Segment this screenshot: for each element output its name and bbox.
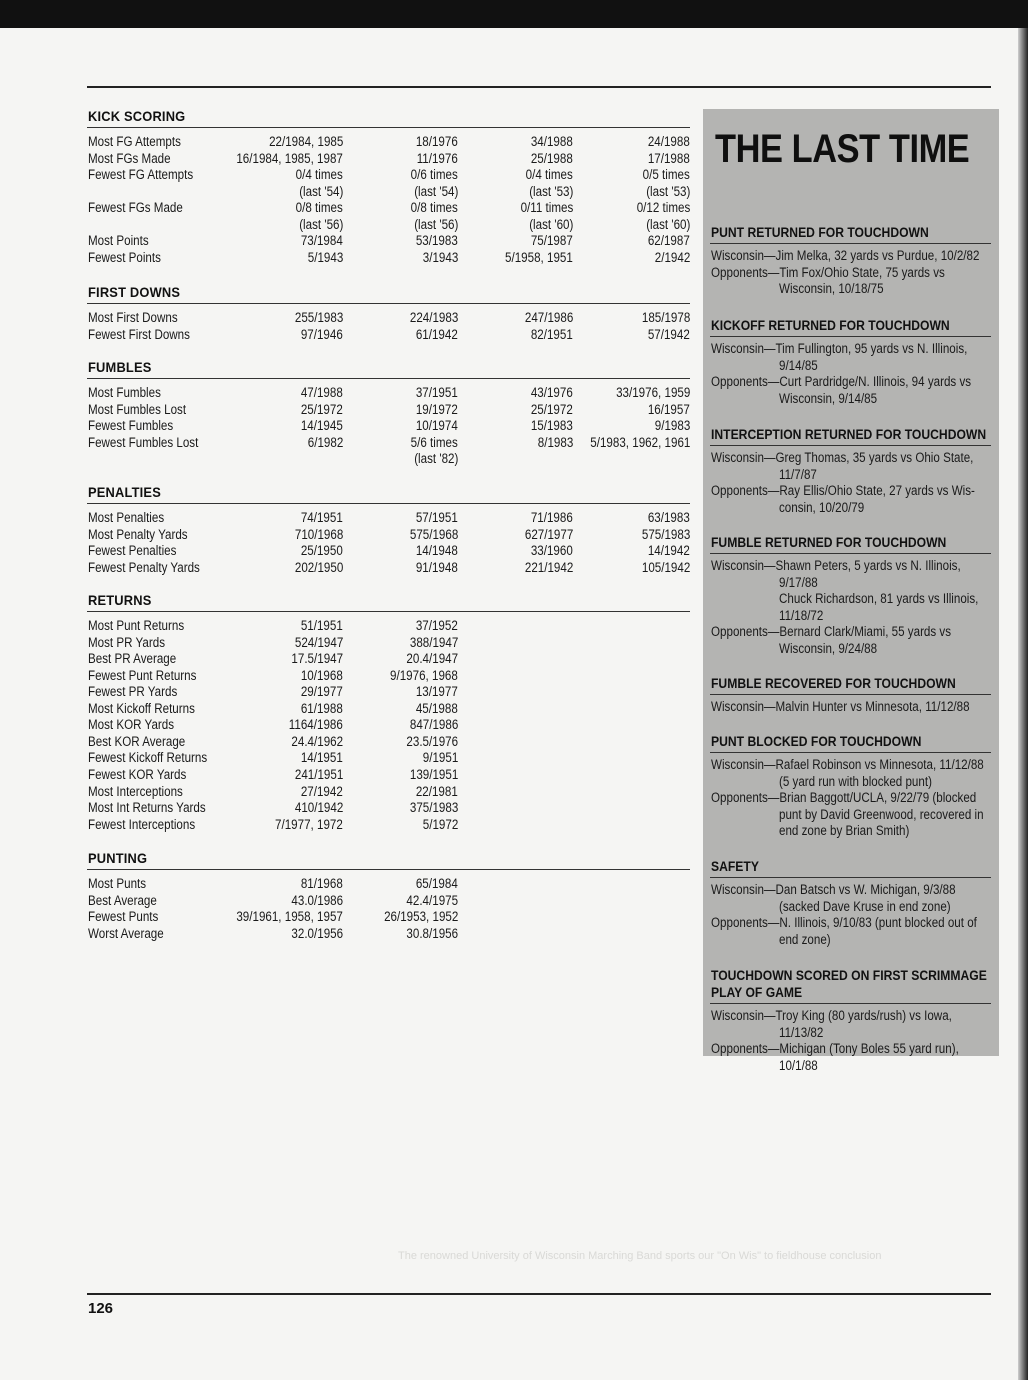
section-heading: FIRST DOWNS (88, 284, 181, 300)
sidebar-heading: TOUCHDOWN SCORED ON FIRST SCRIMMAGE (711, 968, 987, 983)
record-value: (last '56) (413, 216, 458, 232)
section-rule (87, 503, 690, 504)
record-value: 42.4/1975 (406, 892, 458, 908)
record-value: 5/6 times (410, 434, 458, 450)
record-value: 847/1986 (409, 717, 458, 733)
sidebar-rule (710, 1003, 991, 1004)
record-value: 18/1976 (416, 134, 458, 149)
record-value: 57/1942 (648, 326, 690, 342)
record-value: 0/12 times (636, 200, 690, 216)
record-row (88, 800, 690, 817)
sidebar-entry: Wisconsin—Dan Batsch vs W. Michigan, 9/3/88 (711, 882, 956, 897)
sidebar-entry: Opponents—N. Illinois, 9/10/83 (punt blocked out of (711, 915, 977, 930)
record-row (88, 200, 690, 217)
sidebar-entry: Wisconsin—Malvin Hunter vs Minnesota, 11/12/88 (711, 699, 970, 714)
record-row (88, 151, 690, 168)
record-value: 53/1983 (416, 233, 458, 249)
record-row (88, 435, 690, 452)
record-value: 63/1983 (648, 510, 690, 525)
record-value: 61/1988 (301, 700, 343, 716)
record-label: Most Int Returns Yards (88, 800, 206, 816)
section-heading: PUNTING (88, 850, 148, 866)
record-value: 0/8 times (295, 200, 343, 216)
record-row (88, 734, 690, 751)
record-value: 2/1942 (654, 249, 690, 265)
sidebar-entry: (sacked Dave Kruse in end zone) (779, 898, 951, 914)
record-row (88, 451, 690, 468)
record-row (88, 651, 690, 668)
record-label: Most Interceptions (88, 783, 183, 799)
record-value: 25/1950 (301, 543, 343, 559)
record-value: 710/1968 (294, 526, 343, 542)
record-label: Fewest FG Attempts (88, 167, 194, 183)
record-value: 24/1988 (648, 134, 690, 149)
record-value: 375/1983 (409, 800, 458, 816)
record-value: 29/1977 (301, 684, 343, 700)
sidebar-entry: (5 yard run with blocked punt) (779, 773, 932, 789)
record-row (88, 385, 690, 402)
record-label: Fewest Fumbles Lost (88, 434, 199, 450)
record-value: (last '82) (413, 451, 458, 467)
sidebar-title: THE LAST TIME (715, 127, 970, 171)
sidebar-entry: punt by David Greenwood, recovered in (779, 806, 984, 822)
record-value: (last '53) (645, 183, 690, 199)
record-row (88, 418, 690, 435)
sidebar-rule (710, 694, 991, 695)
record-value: 24.4/1962 (291, 733, 343, 749)
sidebar-entry: 10/1/88 (779, 1057, 818, 1073)
record-value: 575/1983 (641, 526, 690, 542)
record-label: Fewest KOR Yards (88, 766, 187, 782)
record-label: Most Penalties (88, 510, 165, 525)
record-value: 7/1977, 1972 (275, 816, 343, 832)
bottom-rule (87, 1293, 991, 1295)
record-label: Most FGs Made (88, 150, 171, 166)
record-value: 5/1943 (307, 249, 343, 265)
section-rule (87, 303, 690, 304)
record-value: 221/1942 (524, 559, 573, 575)
record-value: 23.5/1976 (406, 733, 458, 749)
record-value: 22/1981 (416, 783, 458, 799)
record-value: 25/1988 (531, 150, 573, 166)
sidebar-entry: end zone) (779, 931, 831, 947)
record-label: Fewest Points (88, 249, 161, 265)
record-value: 57/1951 (416, 510, 458, 525)
record-label: Best PR Average (88, 651, 177, 667)
record-value: 47/1988 (301, 385, 343, 400)
sidebar-entry: 11/18/72 (779, 607, 824, 623)
sidebar-entry: Opponents—Brian Baggott/UCLA, 9/22/79 (blocked (711, 790, 977, 805)
sidebar-rule (710, 336, 991, 337)
record-row (88, 233, 690, 250)
section-rule (87, 611, 690, 612)
record-value: 410/1942 (294, 800, 343, 816)
record-value: (last '60) (645, 216, 690, 232)
record-value: 16/1984, 1985, 1987 (236, 150, 343, 166)
record-row (88, 767, 690, 784)
record-row (88, 784, 690, 801)
record-row (88, 527, 690, 544)
page-number: 126 (88, 1300, 114, 1317)
record-label: Most Punt Returns (88, 618, 185, 633)
record-row (88, 184, 690, 201)
record-value: 247/1986 (524, 310, 573, 325)
record-value: 43/1976 (531, 385, 573, 400)
record-value: 62/1987 (648, 233, 690, 249)
sidebar-rule (710, 553, 991, 554)
record-value: 34/1988 (531, 134, 573, 149)
record-row (88, 817, 690, 834)
record-label: Fewest Kickoff Returns (88, 750, 208, 766)
record-label: Most Fumbles (88, 385, 161, 400)
record-value: 74/1951 (301, 510, 343, 525)
sidebar-entry: 9/14/85 (779, 357, 818, 373)
sidebar-entry: Opponents—Tim Fox/Ohio State, 75 yards vs (711, 264, 945, 280)
record-value: 17/1988 (648, 150, 690, 166)
record-value: 10/1974 (416, 418, 458, 434)
record-value: 0/4 times (525, 167, 573, 183)
record-value: 224/1983 (409, 310, 458, 325)
record-value: 19/1972 (416, 401, 458, 417)
record-label: Most First Downs (88, 310, 178, 325)
sidebar-entry: Wisconsin—Shawn Peters, 5 yards vs N. Illinois, (711, 558, 961, 573)
record-label: Most Fumbles Lost (88, 401, 187, 417)
record-row (88, 876, 690, 893)
record-row (88, 909, 690, 926)
photo-caption: The renowned University of Wisconsin Marching Band sports our "On Wis" to fieldhouse conclusion (398, 1250, 882, 1262)
record-value: 45/1988 (416, 700, 458, 716)
record-value: 75/1987 (531, 233, 573, 249)
sidebar-entry: Chuck Richardson, 81 yards vs Illinois, (779, 591, 979, 606)
top-rule (87, 86, 991, 88)
sidebar-entry: Opponents—Michigan (Tony Boles 55 yard run), (711, 1041, 959, 1056)
section-rule (87, 127, 690, 128)
record-value: 241/1951 (294, 766, 343, 782)
record-row (88, 134, 690, 151)
record-label: Fewest Fumbles (88, 418, 174, 434)
record-row (88, 167, 690, 184)
sidebar-entry: Wisconsin, 9/14/85 (779, 390, 878, 406)
sidebar-rule (710, 752, 991, 753)
record-value: 0/6 times (410, 167, 458, 183)
record-value: 14/1948 (416, 543, 458, 559)
sidebar-entry: Wisconsin—Greg Thomas, 35 yards vs Ohio State, (711, 450, 974, 465)
record-label: Fewest Penalties (88, 543, 177, 559)
record-value: 9/1976, 1968 (390, 667, 458, 683)
record-value: 43.0/1986 (291, 892, 343, 908)
record-label: Fewest Punt Returns (88, 667, 197, 683)
record-value: 22/1984, 1985 (268, 134, 343, 149)
last-time-sidebar (703, 109, 999, 1073)
record-row (88, 217, 690, 234)
sidebar-entry: consin, 10/20/79 (779, 499, 865, 515)
record-value: 105/1942 (641, 559, 690, 575)
record-label: Fewest First Downs (88, 326, 190, 342)
record-label: Most FG Attempts (88, 134, 181, 149)
section-rule (87, 869, 690, 870)
record-label: Fewest Interceptions (88, 816, 196, 832)
record-value: 33/1976, 1959 (615, 385, 690, 400)
record-value: (last '54) (413, 183, 458, 199)
sidebar-heading: SAFETY (711, 859, 759, 874)
record-value: 91/1948 (416, 559, 458, 575)
sidebar-rule (710, 877, 991, 878)
record-value: 27/1942 (301, 783, 343, 799)
record-label: Fewest PR Yards (88, 684, 178, 700)
record-value: 30.8/1956 (406, 925, 458, 941)
record-value: 139/1951 (409, 766, 458, 782)
record-label: Most KOR Yards (88, 717, 175, 733)
record-value: 6/1982 (307, 434, 343, 450)
record-value: 25/1972 (301, 401, 343, 417)
record-value: 11/1976 (416, 150, 458, 166)
record-value: 33/1960 (531, 543, 573, 559)
record-value: 17.5/1947 (291, 651, 343, 667)
record-value: 32.0/1956 (291, 925, 343, 941)
record-value: 8/1983 (537, 434, 573, 450)
section-rule (87, 378, 690, 379)
record-row (88, 250, 690, 267)
record-value: 61/1942 (416, 326, 458, 342)
sidebar-entry: Opponents—Bernard Clark/Miami, 55 yards vs (711, 624, 952, 639)
sidebar-entry: Wisconsin—Jim Melka, 32 yards vs Purdue, 10/2/82 (711, 248, 980, 263)
record-value: 37/1951 (416, 385, 458, 400)
sidebar-heading: PLAY OF GAME (711, 985, 803, 1000)
record-label: Most Kickoff Returns (88, 700, 195, 716)
record-value: 255/1983 (294, 310, 343, 325)
record-value: 97/1946 (301, 326, 343, 342)
record-value: 10/1968 (301, 667, 343, 683)
record-value: (last '56) (298, 216, 343, 232)
sidebar-entry: end zone by Brian Smith) (779, 823, 910, 838)
record-value: 9/1951 (422, 750, 458, 766)
sidebar-entry: Wisconsin—Tim Fullington, 95 yards vs N. Illinois, (711, 341, 968, 356)
record-row (88, 750, 690, 767)
record-value: 73/1984 (301, 233, 343, 249)
record-value: 39/1961, 1958, 1957 (236, 909, 343, 925)
record-value: 14/1942 (648, 543, 690, 559)
record-value: (last '60) (528, 216, 573, 232)
record-label: Fewest FGs Made (88, 200, 183, 216)
sidebar-heading: KICKOFF RETURNED FOR TOUCHDOWN (711, 318, 950, 333)
sidebar-rule (710, 243, 991, 244)
record-value: 5/1972 (422, 816, 458, 832)
record-row (88, 618, 690, 635)
record-value: 1164/1986 (288, 717, 343, 733)
sidebar-heading: PUNT RETURNED FOR TOUCHDOWN (711, 225, 929, 240)
record-value: 575/1968 (409, 526, 458, 542)
record-row (88, 684, 690, 701)
record-value: 627/1977 (524, 526, 573, 542)
record-label: Most Points (88, 233, 149, 249)
record-value: 0/8 times (410, 200, 458, 216)
record-value: 71/1986 (531, 510, 573, 525)
record-value: 185/1978 (641, 310, 690, 325)
record-value: 388/1947 (409, 634, 458, 650)
record-value: 13/1977 (416, 684, 458, 700)
record-row (88, 543, 690, 560)
sidebar-entry: 9/17/88 (779, 574, 818, 590)
record-value: 81/1968 (301, 876, 343, 891)
section-heading: RETURNS (88, 592, 152, 608)
record-value: 15/1983 (531, 418, 573, 434)
record-value: 65/1984 (416, 876, 458, 891)
record-value: 25/1972 (531, 401, 573, 417)
sidebar-heading: FUMBLE RETURNED FOR TOUCHDOWN (711, 535, 947, 550)
sidebar-entry: 11/7/87 (779, 466, 817, 482)
record-label: Best KOR Average (88, 733, 186, 749)
record-value: 0/11 times (520, 200, 573, 216)
record-value: 3/1943 (422, 249, 458, 265)
sidebar-entry: Wisconsin—Troy King (80 yards/rush) vs Iowa, (711, 1008, 952, 1023)
record-row (88, 926, 690, 943)
record-row (88, 510, 690, 527)
record-label: Worst Average (88, 925, 164, 941)
record-value: 16/1957 (648, 401, 690, 417)
record-value: 524/1947 (294, 634, 343, 650)
record-row (88, 560, 690, 577)
record-value: (last '54) (298, 183, 343, 199)
sidebar-heading: PUNT BLOCKED FOR TOUCHDOWN (711, 734, 922, 749)
sidebar-heading: FUMBLE RECOVERED FOR TOUCHDOWN (711, 676, 956, 691)
record-value: 202/1950 (294, 559, 343, 575)
record-label: Fewest Penalty Yards (88, 559, 200, 575)
record-value: 14/1951 (301, 750, 343, 766)
sidebar-entry: Wisconsin—Rafael Robinson vs Minnesota, 11/12/88 (711, 757, 984, 772)
record-row (88, 310, 690, 327)
record-label: Fewest Punts (88, 909, 159, 925)
sidebar-entry: Wisconsin, 9/24/88 (779, 640, 878, 656)
record-value: 51/1951 (301, 618, 343, 633)
document-page (0, 28, 1018, 1380)
record-value: 82/1951 (531, 326, 573, 342)
record-row (88, 327, 690, 344)
section-heading: PENALTIES (88, 484, 161, 500)
record-row (88, 668, 690, 685)
record-row (88, 402, 690, 419)
record-value: 0/5 times (642, 167, 690, 183)
record-label: Best Average (88, 892, 157, 908)
sidebar-entry: Opponents—Curt Pardridge/N. Illinois, 94 yards vs (711, 374, 972, 389)
record-row (88, 701, 690, 718)
record-value: (last '53) (528, 183, 573, 199)
sidebar-heading: INTERCEPTION RETURNED FOR TOUCHDOWN (711, 427, 987, 442)
sidebar-entry: Opponents—Ray Ellis/Ohio State, 27 yards vs Wis- (711, 483, 975, 498)
sidebar-rule (710, 445, 991, 446)
record-row (88, 635, 690, 652)
record-value: 9/1983 (654, 418, 690, 434)
record-value: 5/1983, 1962, 1961 (589, 434, 690, 450)
record-label: Most Penalty Yards (88, 526, 188, 542)
record-value: 26/1953, 1952 (383, 909, 458, 925)
record-value: 0/4 times (295, 167, 343, 183)
record-value: 37/1952 (416, 618, 458, 633)
section-heading: KICK SCORING (88, 108, 186, 124)
record-value: 14/1945 (301, 418, 343, 434)
record-label: Most PR Yards (88, 634, 165, 650)
record-value: 20.4/1947 (406, 651, 458, 667)
record-label: Most Punts (88, 876, 147, 891)
record-value: 5/1958, 1951 (505, 249, 573, 265)
sidebar-entry: Wisconsin, 10/18/75 (779, 281, 884, 296)
section-heading: FUMBLES (88, 359, 152, 375)
sidebar-entry: 11/13/82 (779, 1024, 824, 1040)
record-row (88, 893, 690, 910)
record-row (88, 717, 690, 734)
